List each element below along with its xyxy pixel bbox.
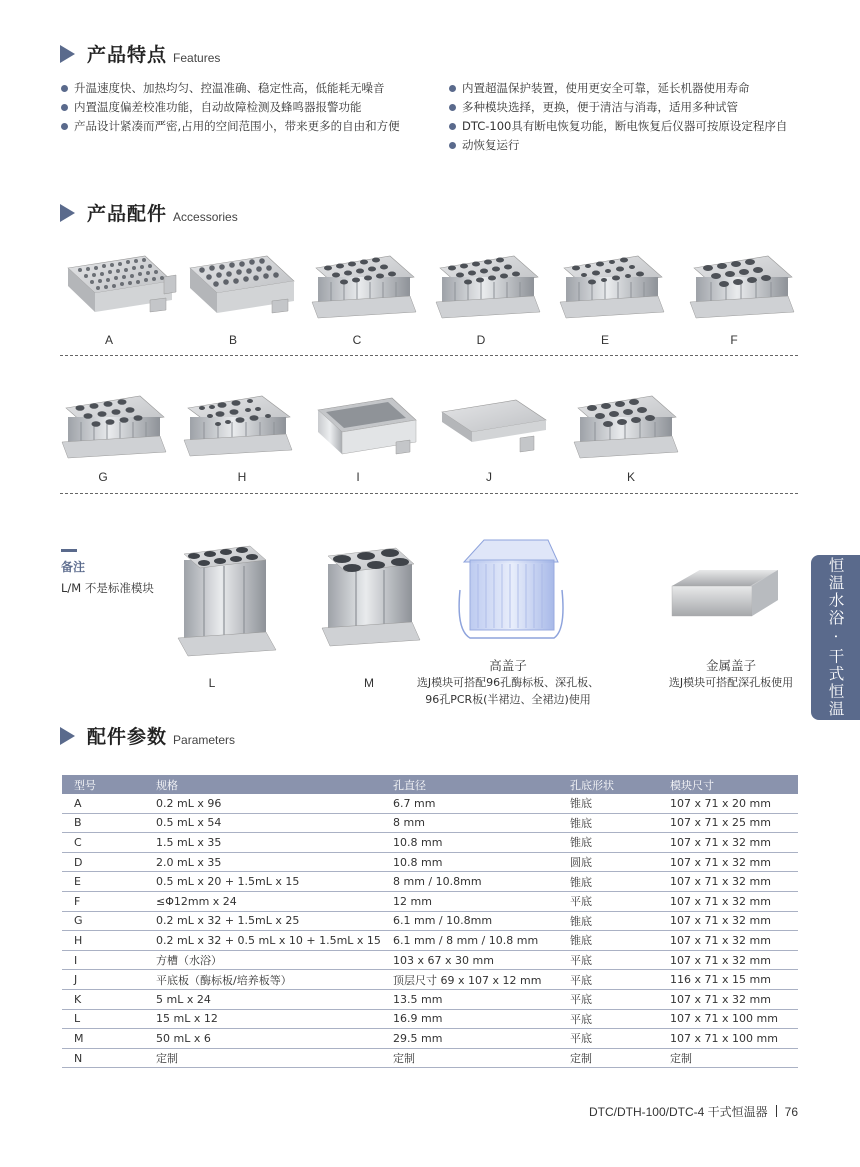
table-cell: 107 x 71 x 25 mm	[658, 813, 798, 833]
table-cell: 1.5 mL x 35	[144, 833, 381, 853]
high-lid-desc-1: 选J模块可搭配96孔酶标板、深孔板、	[416, 676, 600, 689]
table-cell: N	[62, 1048, 144, 1068]
accessory-b-image	[190, 256, 294, 313]
feature-item: 多种模块选择，更换，便于清洁与消毒，适用多种试管	[448, 98, 808, 117]
table-cell: 107 x 71 x 32 mm	[658, 872, 798, 892]
table-cell: 13.5 mm	[381, 989, 558, 1009]
table-cell: 锥底	[558, 794, 658, 813]
accessory-m-image	[322, 548, 420, 646]
table-cell: F	[62, 891, 144, 911]
metal-lid-image	[672, 570, 778, 616]
table-cell: 107 x 71 x 32 mm	[658, 989, 798, 1009]
table-cell: 103 x 67 x 30 mm	[381, 950, 558, 970]
accessory-h-image	[184, 396, 292, 456]
accessory-k-image	[574, 396, 678, 458]
table-cell: L	[62, 1009, 144, 1029]
table-cell: B	[62, 813, 144, 833]
feature-item: 产品设计紧凑而严密,占用的空间范围小，带来更多的自由和方便	[60, 117, 440, 136]
table-cell: 0.5 mL x 54	[144, 813, 381, 833]
table-row	[62, 852, 798, 872]
accessory-label: G	[98, 470, 108, 484]
table-cell: 平底	[558, 1009, 658, 1029]
page-number: 76	[784, 1105, 798, 1119]
accessory-e-image	[560, 256, 664, 318]
table-cell: 107 x 71 x 32 mm	[658, 833, 798, 853]
table-row	[62, 1009, 798, 1029]
high-lid-desc-2: 96孔PCR板(半裙边、全裙边)使用	[425, 693, 591, 706]
table-cell: D	[62, 852, 144, 872]
accessory-f-image	[690, 256, 794, 318]
table-cell: 锥底	[558, 813, 658, 833]
accessory-j-image	[442, 400, 546, 452]
feature-item: 内置超温保护装置，使用更安全可靠，延长机器使用寿命	[448, 79, 808, 98]
table-cell: 15 mL x 12	[144, 1009, 381, 1029]
table-cell: 12 mm	[381, 891, 558, 911]
note-title: 备注	[61, 560, 86, 574]
metal-lid-title: 金属盖子	[705, 658, 756, 673]
table-cell: 8 mm	[381, 813, 558, 833]
table-cell: 10.8 mm	[381, 852, 558, 872]
table-cell: E	[62, 872, 144, 892]
table-row	[62, 891, 798, 911]
divider	[60, 493, 798, 494]
table-cell: M	[62, 1029, 144, 1049]
table-cell: 定制	[144, 1048, 381, 1068]
table-cell: 29.5 mm	[381, 1029, 558, 1049]
table-cell: 平底	[558, 950, 658, 970]
table-cell: 8 mm / 10.8mm	[381, 872, 558, 892]
table-cell: 107 x 71 x 100 mm	[658, 1029, 798, 1049]
metal-lid-desc: 选J模块可搭配深孔板使用	[668, 676, 794, 689]
column-header: 模块尺寸	[658, 775, 798, 794]
table-cell: G	[62, 911, 144, 931]
footer-title: DTC/DTH-100/DTC-4 干式恒温器	[588, 1105, 768, 1119]
table-cell: A	[62, 794, 144, 813]
footer-separator	[776, 1105, 777, 1117]
table-row	[62, 813, 798, 833]
accessory-c-image	[312, 256, 416, 318]
table-cell: 2.0 mL x 35	[144, 852, 381, 872]
table-row	[62, 989, 798, 1009]
heading-en: Features	[173, 51, 221, 65]
divider	[60, 355, 798, 356]
table-row	[62, 970, 798, 990]
table-cell: 107 x 71 x 100 mm	[658, 1009, 798, 1029]
table-cell: 116 x 71 x 15 mm	[658, 970, 798, 990]
accessory-label: J	[486, 470, 492, 484]
table-cell: C	[62, 833, 144, 853]
accessory-a-image	[68, 256, 176, 312]
table-cell: 定制	[381, 1048, 558, 1068]
table-cell: 锥底	[558, 931, 658, 951]
heading-zh: 产品配件	[87, 203, 168, 225]
column-header: 孔直径	[381, 775, 558, 794]
parameters-heading	[60, 722, 235, 749]
table-cell: 锥底	[558, 911, 658, 931]
table-row	[62, 911, 798, 931]
note-accent-bar	[61, 549, 77, 552]
table-cell: 圆底	[558, 852, 658, 872]
triangle-icon	[60, 727, 75, 745]
accessory-i-image	[318, 398, 416, 454]
table-cell: 107 x 71 x 32 mm	[658, 931, 798, 951]
table-cell: 定制	[558, 1048, 658, 1068]
table-cell: 平底	[558, 1029, 658, 1049]
table-cell: 6.7 mm	[381, 794, 558, 813]
table-row	[62, 1029, 798, 1049]
table-row	[62, 794, 798, 813]
table-cell: 16.9 mm	[381, 1009, 558, 1029]
table-cell: 6.1 mm / 8 mm / 10.8 mm	[381, 931, 558, 951]
table-cell: 0.2 mL x 32 + 1.5mL x 25	[144, 911, 381, 931]
table-cell: I	[62, 950, 144, 970]
table-header-row	[62, 775, 798, 794]
column-header: 型号	[62, 775, 144, 794]
table-cell: K	[62, 989, 144, 1009]
table-cell: 107 x 71 x 32 mm	[658, 852, 798, 872]
table-body	[62, 794, 798, 1068]
table-cell: 平底	[558, 891, 658, 911]
accessory-label: L	[208, 676, 216, 690]
high-lid-title: 高盖子	[489, 658, 527, 673]
page-footer	[589, 1103, 798, 1120]
column-header: 规格	[144, 775, 381, 794]
heading-zh: 配件参数	[87, 726, 168, 748]
table-cell: 锥底	[558, 833, 658, 853]
table-cell: 定制	[658, 1048, 798, 1068]
accessory-d-image	[436, 256, 540, 318]
high-lid-caption	[398, 657, 618, 708]
feature-continuation-text: 动恢复运行	[462, 138, 520, 152]
accessory-l-image	[178, 546, 276, 656]
side-category-tab: 恒温水浴 · 干式恒温	[811, 555, 860, 720]
accessory-label: K	[626, 470, 635, 484]
table-cell: 0.2 mL x 96	[144, 794, 381, 813]
table-cell: 107 x 71 x 32 mm	[658, 950, 798, 970]
table-cell: 方槽（水浴）	[144, 950, 381, 970]
high-lid-image	[459, 540, 563, 638]
table-row	[62, 931, 798, 951]
table-cell: 6.1 mm / 10.8mm	[381, 911, 558, 931]
table-cell: 平底	[558, 970, 658, 990]
table-row	[62, 1048, 798, 1068]
feature-item: 内置温度偏差校准功能，自动故障检测及蜂鸣器报警功能	[60, 98, 440, 117]
column-header: 孔底形状	[558, 775, 658, 794]
table-cell: 锥底	[558, 872, 658, 892]
table-cell: ≤Φ12mm x 24	[144, 891, 381, 911]
table-cell: 0.2 mL x 32 + 0.5 mL x 10 + 1.5mL x 15	[144, 931, 381, 951]
table-cell: 0.5 mL x 20 + 1.5mL x 15	[144, 872, 381, 892]
table-cell: 5 mL x 24	[144, 989, 381, 1009]
accessory-g-image	[62, 396, 166, 458]
table-row	[62, 872, 798, 892]
accessory-label: I	[356, 470, 360, 484]
parameters-table	[62, 775, 798, 1068]
table-cell: 107 x 71 x 32 mm	[658, 891, 798, 911]
accessory-label: D	[476, 333, 486, 347]
feature-item: DTC-100具有断电恢复功能，断电恢复后仪器可按原设定程序自	[448, 117, 808, 136]
accessory-label: E	[600, 333, 609, 347]
accessory-label: M	[364, 676, 374, 690]
feature-item: 升温速度快、加热均匀、控温准确、稳定性高，低能耗无噪音	[60, 79, 440, 98]
table-cell: 50 mL x 6	[144, 1029, 381, 1049]
table-cell: 平底板（酶标板/培养板等）	[144, 970, 381, 990]
table-cell: 10.8 mm	[381, 833, 558, 853]
table-cell: 107 x 71 x 32 mm	[658, 911, 798, 931]
table-cell: 平底	[558, 989, 658, 1009]
heading-en: Parameters	[173, 733, 236, 747]
table-row	[62, 833, 798, 853]
table-row	[62, 950, 798, 970]
table-cell: J	[62, 970, 144, 990]
table-cell: 107 x 71 x 20 mm	[658, 794, 798, 813]
accessory-label: B	[228, 333, 237, 347]
heading-zh: 产品特点	[87, 44, 168, 66]
accessory-label: A	[104, 333, 113, 347]
note-text: L/M 不是标准模块	[61, 581, 154, 595]
heading-en: Accessories	[173, 210, 238, 224]
table-cell: H	[62, 931, 144, 951]
accessory-label: F	[730, 333, 738, 347]
metal-lid-caption	[656, 657, 806, 691]
accessory-label: H	[237, 470, 247, 484]
accessory-label: C	[352, 333, 362, 347]
table-cell: 顶层尺寸 69 x 107 x 12 mm	[381, 970, 558, 990]
